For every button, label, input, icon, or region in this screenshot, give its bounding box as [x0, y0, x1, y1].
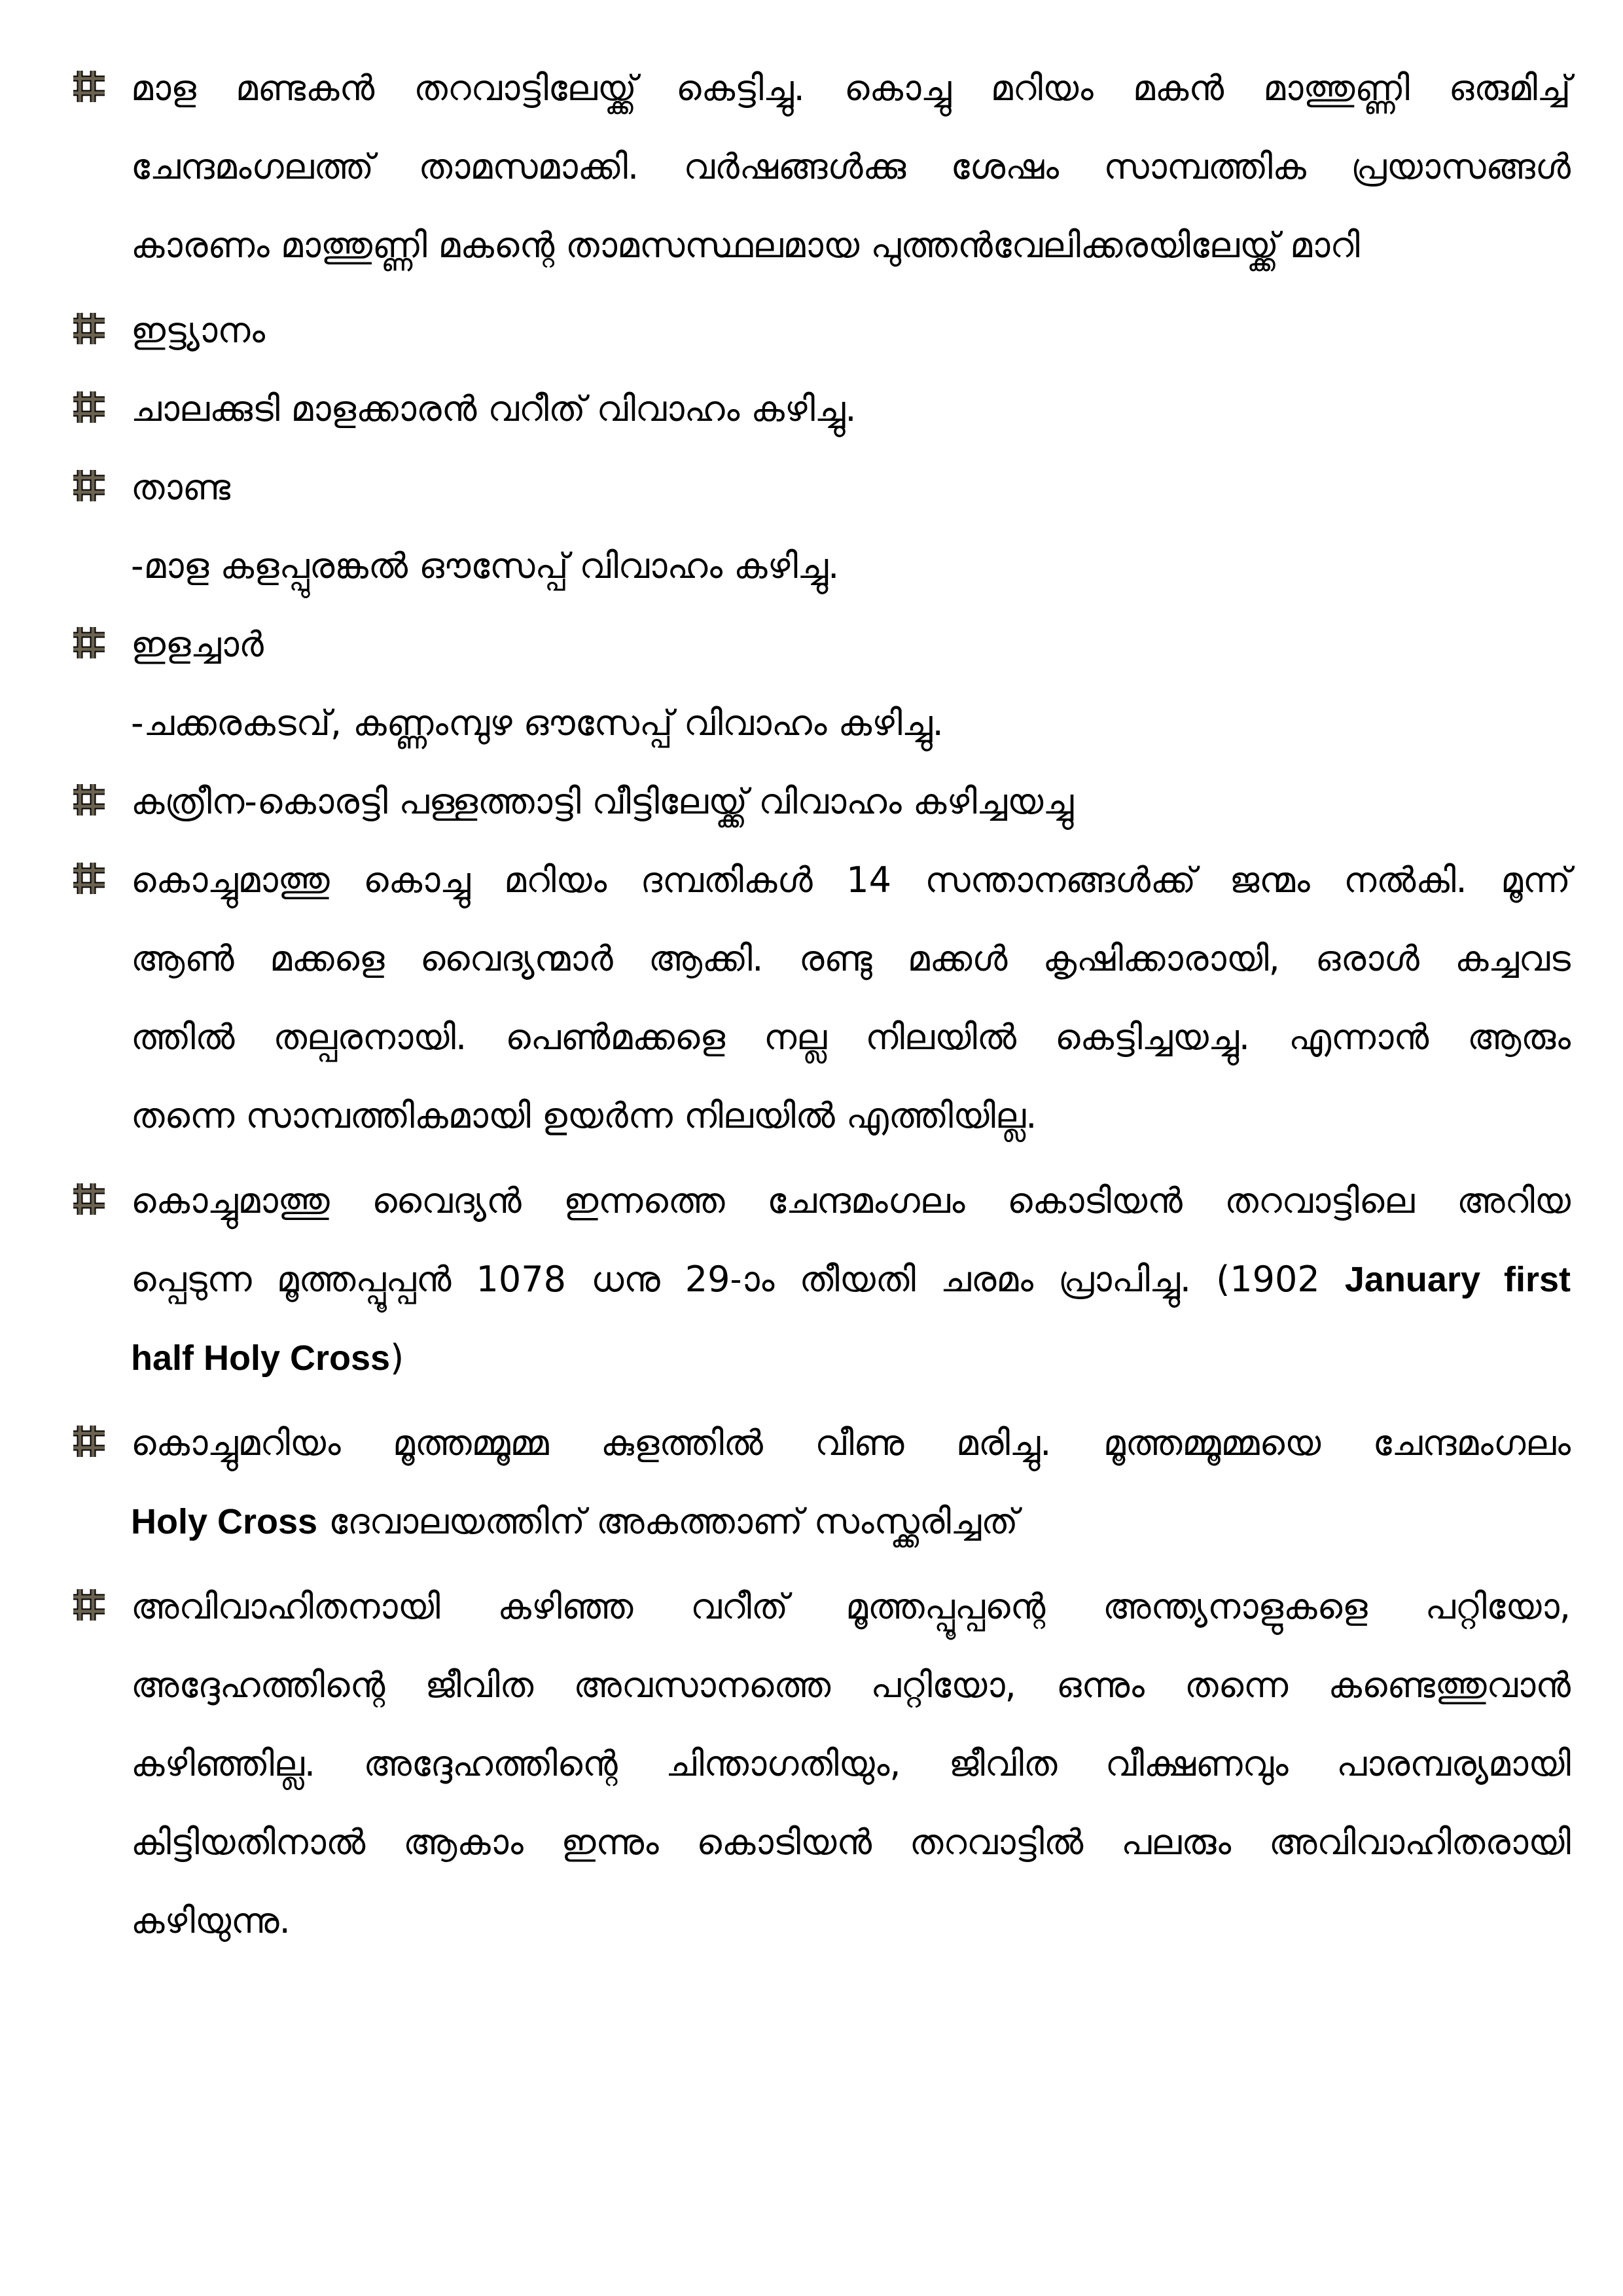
text-line [131, 1335, 1571, 1381]
hash-bullet-icon [71, 860, 107, 897]
text-segment: ) [390, 1337, 404, 1378]
hash-bullet-icon [71, 1423, 107, 1460]
text-line: കഴിയുന്നു. [131, 1900, 291, 1941]
text-line: കത്രീന-കൊരട്ടി പള്ളത്താട്ടി വീട്ടിലേയ്ക്ക് വിവാഹം കഴിച്ചയച്ചു [131, 781, 1074, 822]
text-line [131, 1499, 1571, 1545]
hash-bullet-icon [71, 310, 107, 347]
text-line: കൊച്ചുമാത്തു കൊച്ചു മറിയം ദമ്പതികൾ 14 സന്താനങ്ങൾക്ക് ജന്മം നൽകി. മൂന്ന് [131, 859, 1571, 901]
text-line: കിട്ടിയതിനാൽ ആകാം ഇന്നും കൊടിയൻ തറവാട്ടിൽ പലരും അവിവാഹിതരായി [131, 1821, 1571, 1863]
english-text: Holy Cross [131, 1502, 318, 1541]
hash-bullet-icon [71, 781, 107, 818]
hash-bullet-icon [71, 1181, 107, 1217]
text-line [131, 1257, 1571, 1302]
english-text: January first [1344, 1260, 1571, 1299]
text-line: ആൺ മക്കളെ വൈദ്യന്മാർ ആക്കി. രണ്ടു മക്കൾ കൃഷിക്കാരായി, ഒരാൾ കച്ചവട [131, 938, 1571, 979]
text-line: അദ്ദേഹത്തിന്റെ ജീവിത അവസാനത്തെ പറ്റിയോ, ഒന്നും തന്നെ കണ്ടെത്തുവാൻ [131, 1664, 1571, 1706]
hash-bullet-icon [71, 68, 107, 105]
english-text: half Holy Cross [131, 1338, 391, 1378]
text-line: താണ്ട [131, 467, 230, 508]
text-line: അവിവാഹിതനായി കഴിഞ്ഞ വറീത് മൂത്തപ്പൂപ്പന്റെ അന്ത്യനാളുകളെ പറ്റിയോ, [131, 1586, 1571, 1627]
text-segment: പ്പെടുന്ന മൂത്തപ്പൂപ്പൻ 1078 ധനു 29-ാം തീയതി ചരമം പ്രാപിച്ചു. (1902 [131, 1259, 1345, 1300]
text-line: കാരണം മാത്തുണ്ണി മകന്റെ താമസസ്ഥലമായ പുത്തൻവേലിക്കരയിലേയ്ക്ക് മാറി [131, 224, 1360, 266]
text-line: കൊച്ചുമറിയം മൂത്തമ്മൂമ്മ കുളത്തിൽ വീണു മരിച്ചു. മൂത്തമ്മൂമ്മയെ ചേന്ദമംഗലം [131, 1422, 1571, 1463]
text-line: മാള മണ്ടകൻ തറവാട്ടിലേയ്ക്ക് കെട്ടിച്ചു. കൊച്ചു മറിയം മകൻ മാത്തുണ്ണി ഒരുമിച്ച് [131, 67, 1571, 109]
text-line: -ചക്കരകടവ്, കണ്ണംമ്പുഴ ഔസേപ്പ് വിവാഹം കഴിച്ചു. [131, 702, 944, 744]
text-line: കൊച്ചുമാത്തു വൈദ്യൻ ഇന്നത്തെ ചേന്ദമംഗലം കൊടിയൻ തറവാട്ടിലെ അറിയ [131, 1180, 1571, 1221]
hash-bullet-icon [71, 1587, 107, 1623]
text-line: -മാള കളപ്പുരങ്കൽ ഔസേപ്പ് വിവാഹം കഴിച്ചു. [131, 545, 840, 586]
text-line: തന്നെ സാമ്പത്തികമായി ഉയർന്ന നിലയിൽ എത്തിയില്ല. [131, 1095, 1037, 1136]
text-line: ചേന്ദമംഗലത്ത് താമസമാക്കി. വർഷങ്ങൾക്കു ശേഷം സാമ്പത്തിക പ്രയാസങ്ങൾ [131, 146, 1571, 187]
hash-bullet-icon [71, 624, 107, 661]
text-line: ഇളച്ചാർ [131, 624, 264, 665]
text-line: ചാലക്കുടി മാളക്കാരൻ വറീത് വിവാഹം കഴിച്ചു. [131, 388, 857, 429]
text-line: കഴിഞ്ഞില്ല. അദ്ദേഹത്തിന്റെ ചിന്താഗതിയും, ജീവിത വീക്ഷണവും പാരമ്പര്യമായി [131, 1743, 1571, 1784]
text-segment: ദേവാലയത്തിന് അകത്താണ് സംസ്ക്കരിച്ചത് [317, 1501, 1018, 1542]
text-line: ഇട്ട്യാനം [131, 310, 265, 351]
hash-bullet-icon [71, 389, 107, 425]
hash-bullet-icon [71, 467, 107, 504]
text-line: ത്തിൽ തല്പരനായി. പെൺമക്കളെ നല്ല നിലയിൽ കെട്ടിച്ചയച്ചു. എന്നാൻ ആരും [131, 1016, 1571, 1058]
